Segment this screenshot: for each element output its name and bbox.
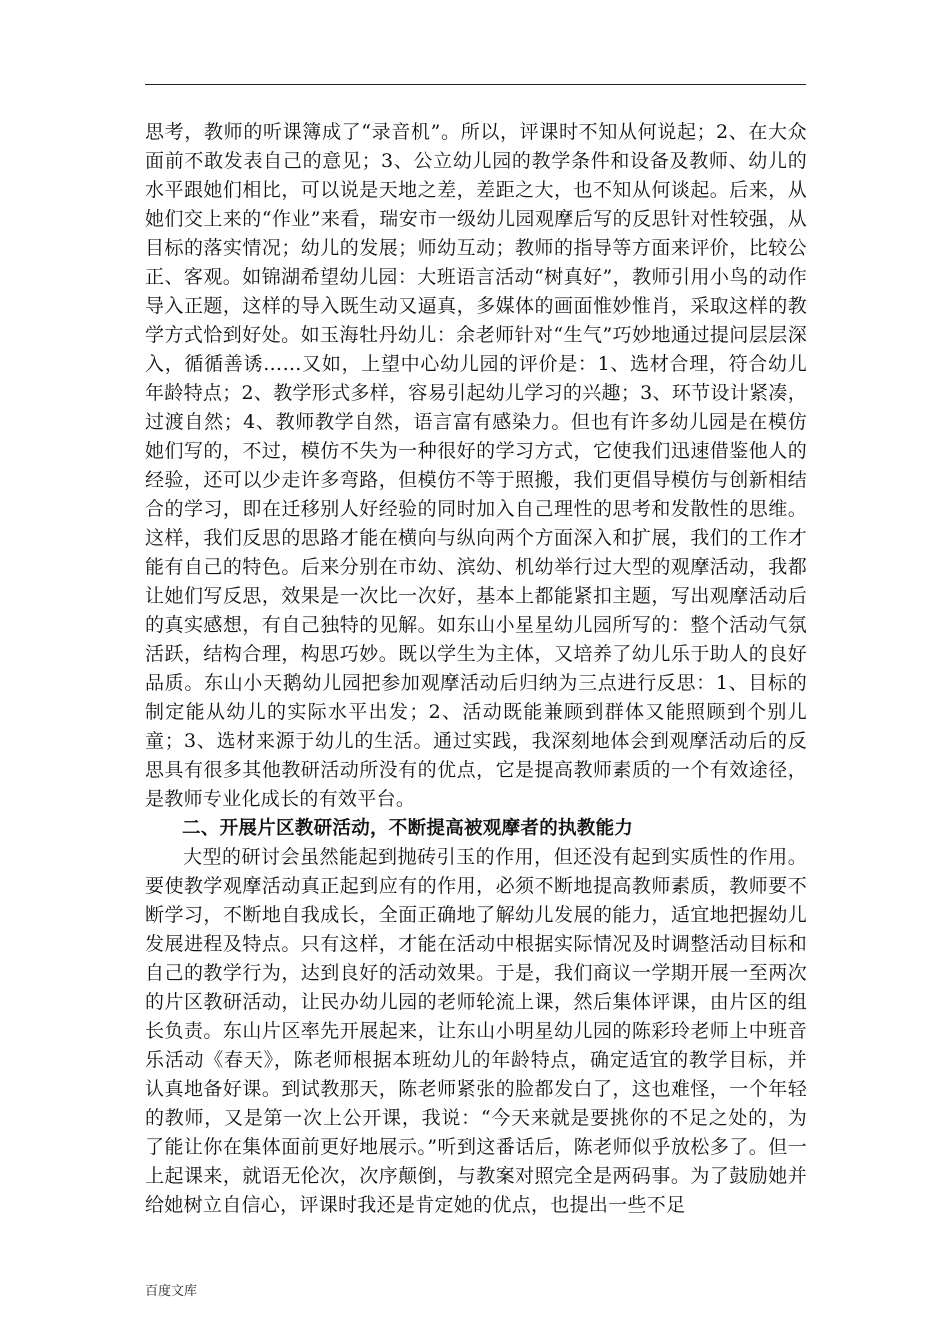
section-heading: 二、开展片区教研活动，不断提高被观摩者的执教能力 (182, 818, 634, 839)
paragraph-section-two: 大型的研讨会虽然能起到抛砖引玉的作用，但还没有起到实质性的作用。要使教学观摩活动真正起到应有的作用，必须不断地提高教师素质，教师要不断学习，不断地自我成长，全面正确地了解幼儿发展的能力，适宜地把握幼儿发展进程及特点。只有这样，才能在活动中根据实际情况及时调整活动目标和自己的教学行为，达到良好的活动效果。于是，我们商议一学期开展一至两次的片区教研活动，让民办幼儿园的老师轮流上课，然后集体评课，由片区的组长负责。东山片区率先开展起来，让东山小明星幼儿园的陈彩玲老师上中班音乐活动《春天》，陈老师根据本班幼儿的年龄特点，确定适宜的教学目标，并认真地备好课。到试教那天，陈老师紧张的脸都发白了，这也难怪，一个年轻的教师，又是第一次上公开课，我说：“今天来就是要挑你的不足之处的，为了能让你在集体面前更好地展示。”听到这番话后，陈老师似乎放松多了。但一上起课来，就语无伦次，次序颠倒，与教案对照完全是两码事。为了鼓励她并给她树立自信心，评课时我还是肯定她的优点，也提出一些不足 (145, 846, 807, 1216)
document-body (145, 118, 807, 1220)
paragraph-continuation: 思考，教师的听课簿成了“录音机”。所以，评课时不知从何说起；2、在大众面前不敢发表自己的意见；3、公立幼儿园的教学条件和设备及教师、幼儿的水平跟她们相比，可以说是天地之差，差距之大，也不知从何谈起。后来，从她们交上来的“作业”来看，瑞安市一级幼儿园观摩后写的反思针对性较强，从目标的落实情况；幼儿的发展；师幼互动；教师的指导等方面来评价，比较公正、客观。如锦湖希望幼儿园：大班语言活动“树真好”，教师引用小鸟的动作导入正题，这样的导入既生动又逼真，多媒体的画面惟妙惟肖，采取这样的教学方式恰到好处。如玉海牡丹幼儿：余老师针对“生气”巧妙地通过提问层层深入，循循善诱……又如，上望中心幼儿园的评价是：1、选材合理，符合幼儿年龄特点；2、教学形式多样，容易引起幼儿学习的兴趣；3、环节设计紧凑，过渡自然；4、教师教学自然，语言富有感染力。但也有许多幼儿园是在模仿她们写的，不过，模仿不失为一种很好的学习方式，它使我们迅速借鉴他人的经验，还可以少走许多弯路，但模仿不等于照搬，我们更倡导模仿与创新相结合的学习，即在迁移别人好经验的同时加入自己理性的思考和发散性的思维。这样，我们反思的思路才能在横向与纵向两个方面深入和扩展，我们的工作才能有自己的特色。后来分别在市幼、滨幼、机幼举行过大型的观摩活动，我都让她们写反思，效果是一次比一次好，基本上都能紧扣主题，写出观摩活动后的真实感想，有自己独特的见解。如东山小星星幼儿园所写的：整个活动气氛活跃，结构合理，构思巧妙。既以学生为主体，又培养了幼儿乐于助人的良好品质。东山小天鹅幼儿园把参加观摩活动后归纳为三点进行反思：1、目标的制定能从幼儿的实际水平出发；2、活动既能兼顾到群体又能照顾到个别儿童；3、选材来源于幼儿的生活。通过实践，我深刻地体会到观摩活动后的反思具有很多其他教研活动所没有的优点，它是提高教师素质的一个有效途径，是教师专业化成长的有效平台。 (145, 121, 807, 810)
footer-label: 百度文库 (145, 1284, 198, 1299)
header-rule (145, 84, 806, 85)
